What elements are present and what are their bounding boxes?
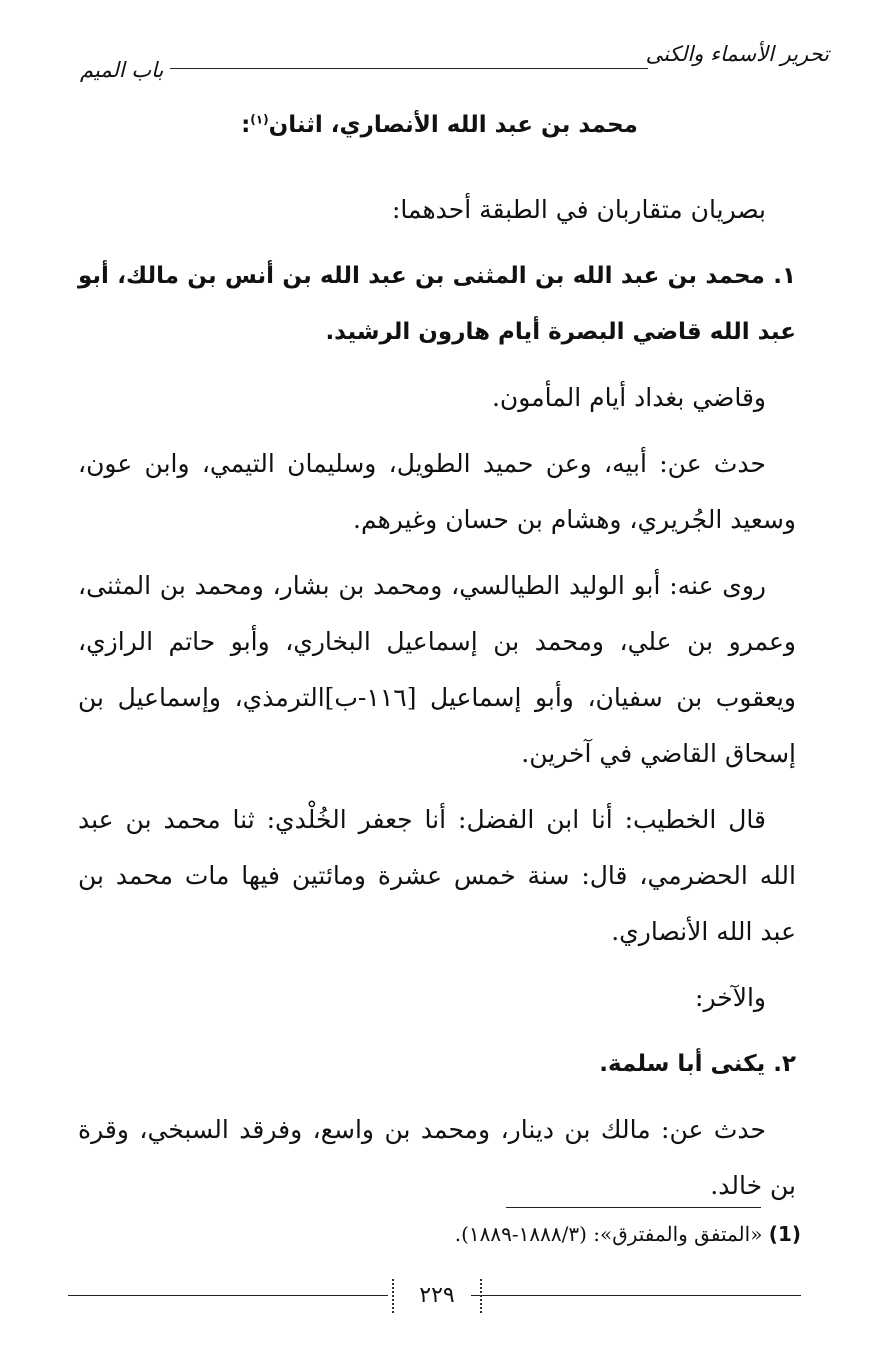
footnote-text: «المتفق والمفترق»: (١٨٨٨/٣-١٨٨٩). (454, 1222, 763, 1246)
entry-title (0, 112, 879, 138)
entry-body (78, 182, 796, 1224)
footer-rule-left (68, 1295, 388, 1296)
paragraph-second-narrated-from: حدث عن: مالك بن دينار، ومحمد بن واسع، وفرقد السبخي، وقرة بن خالد. (78, 1115, 796, 1200)
footnote-rule (506, 1207, 761, 1208)
paragraph-intro: بصريان متقاربان في الطبقة أحدهما: (391, 195, 766, 224)
paragraph-narrated-by: روى عنه: أبو الوليد الطيالسي، ومحمد بن بشار، ومحمد بن المثنى، وعمرو بن علي، ومحمد بن إسماعيل البخاري، وأبو حاتم الرازي، ويعقوب بن سفيان، وأبو إسماعيل [١١٦-ب]الترمذي، وإسماعيل بن إسحاق القاضي في آخرين. (78, 571, 796, 768)
footnote-number: (1) (768, 1222, 801, 1246)
paragraph-qadi-baghdad: وقاضي بغداد أيام المأمون. (491, 383, 766, 412)
header-rule (170, 68, 648, 69)
paragraph-second-person: ٢. يكنى أبا سلمة. (599, 1051, 796, 1077)
paragraph-first-person: ١. محمد بن عبد الله بن المثنى بن عبد الله بن أنس بن مالك، أبو عبد الله قاضي البصرة أيام هارون الرشيد. (78, 263, 796, 345)
footer-rule-right (471, 1295, 801, 1296)
paragraph-khatib-quote: قال الخطيب: أنا ابن الفضل: أنا جعفر الخُلْدي: ثنا محمد بن عبد الله الحضرمي، قال: سنة خمس عشرة ومائتين فيها مات محمد بن عبد الله الأنصاري. (78, 805, 796, 946)
running-header-chapter: باب الميم (80, 58, 164, 82)
running-header-book-title: تحرير الأسماء والكنى (645, 42, 829, 66)
paragraph-narrated-from: حدث عن: أبيه، وعن حميد الطويل، وسليمان التيمي، وابن عون، وسعيد الجُريري، وهشام بن حسان وغيرهم. (78, 449, 796, 534)
footnote-ref: (١) (250, 112, 269, 127)
page-number: ٢٢٩ (392, 1279, 482, 1313)
footnote (83, 1222, 801, 1246)
paragraph-the-other: والآخر: (695, 983, 766, 1012)
entry-title-text: محمد بن عبد الله الأنصاري، اثنان (268, 112, 638, 138)
entry-title-colon: : (241, 112, 251, 138)
